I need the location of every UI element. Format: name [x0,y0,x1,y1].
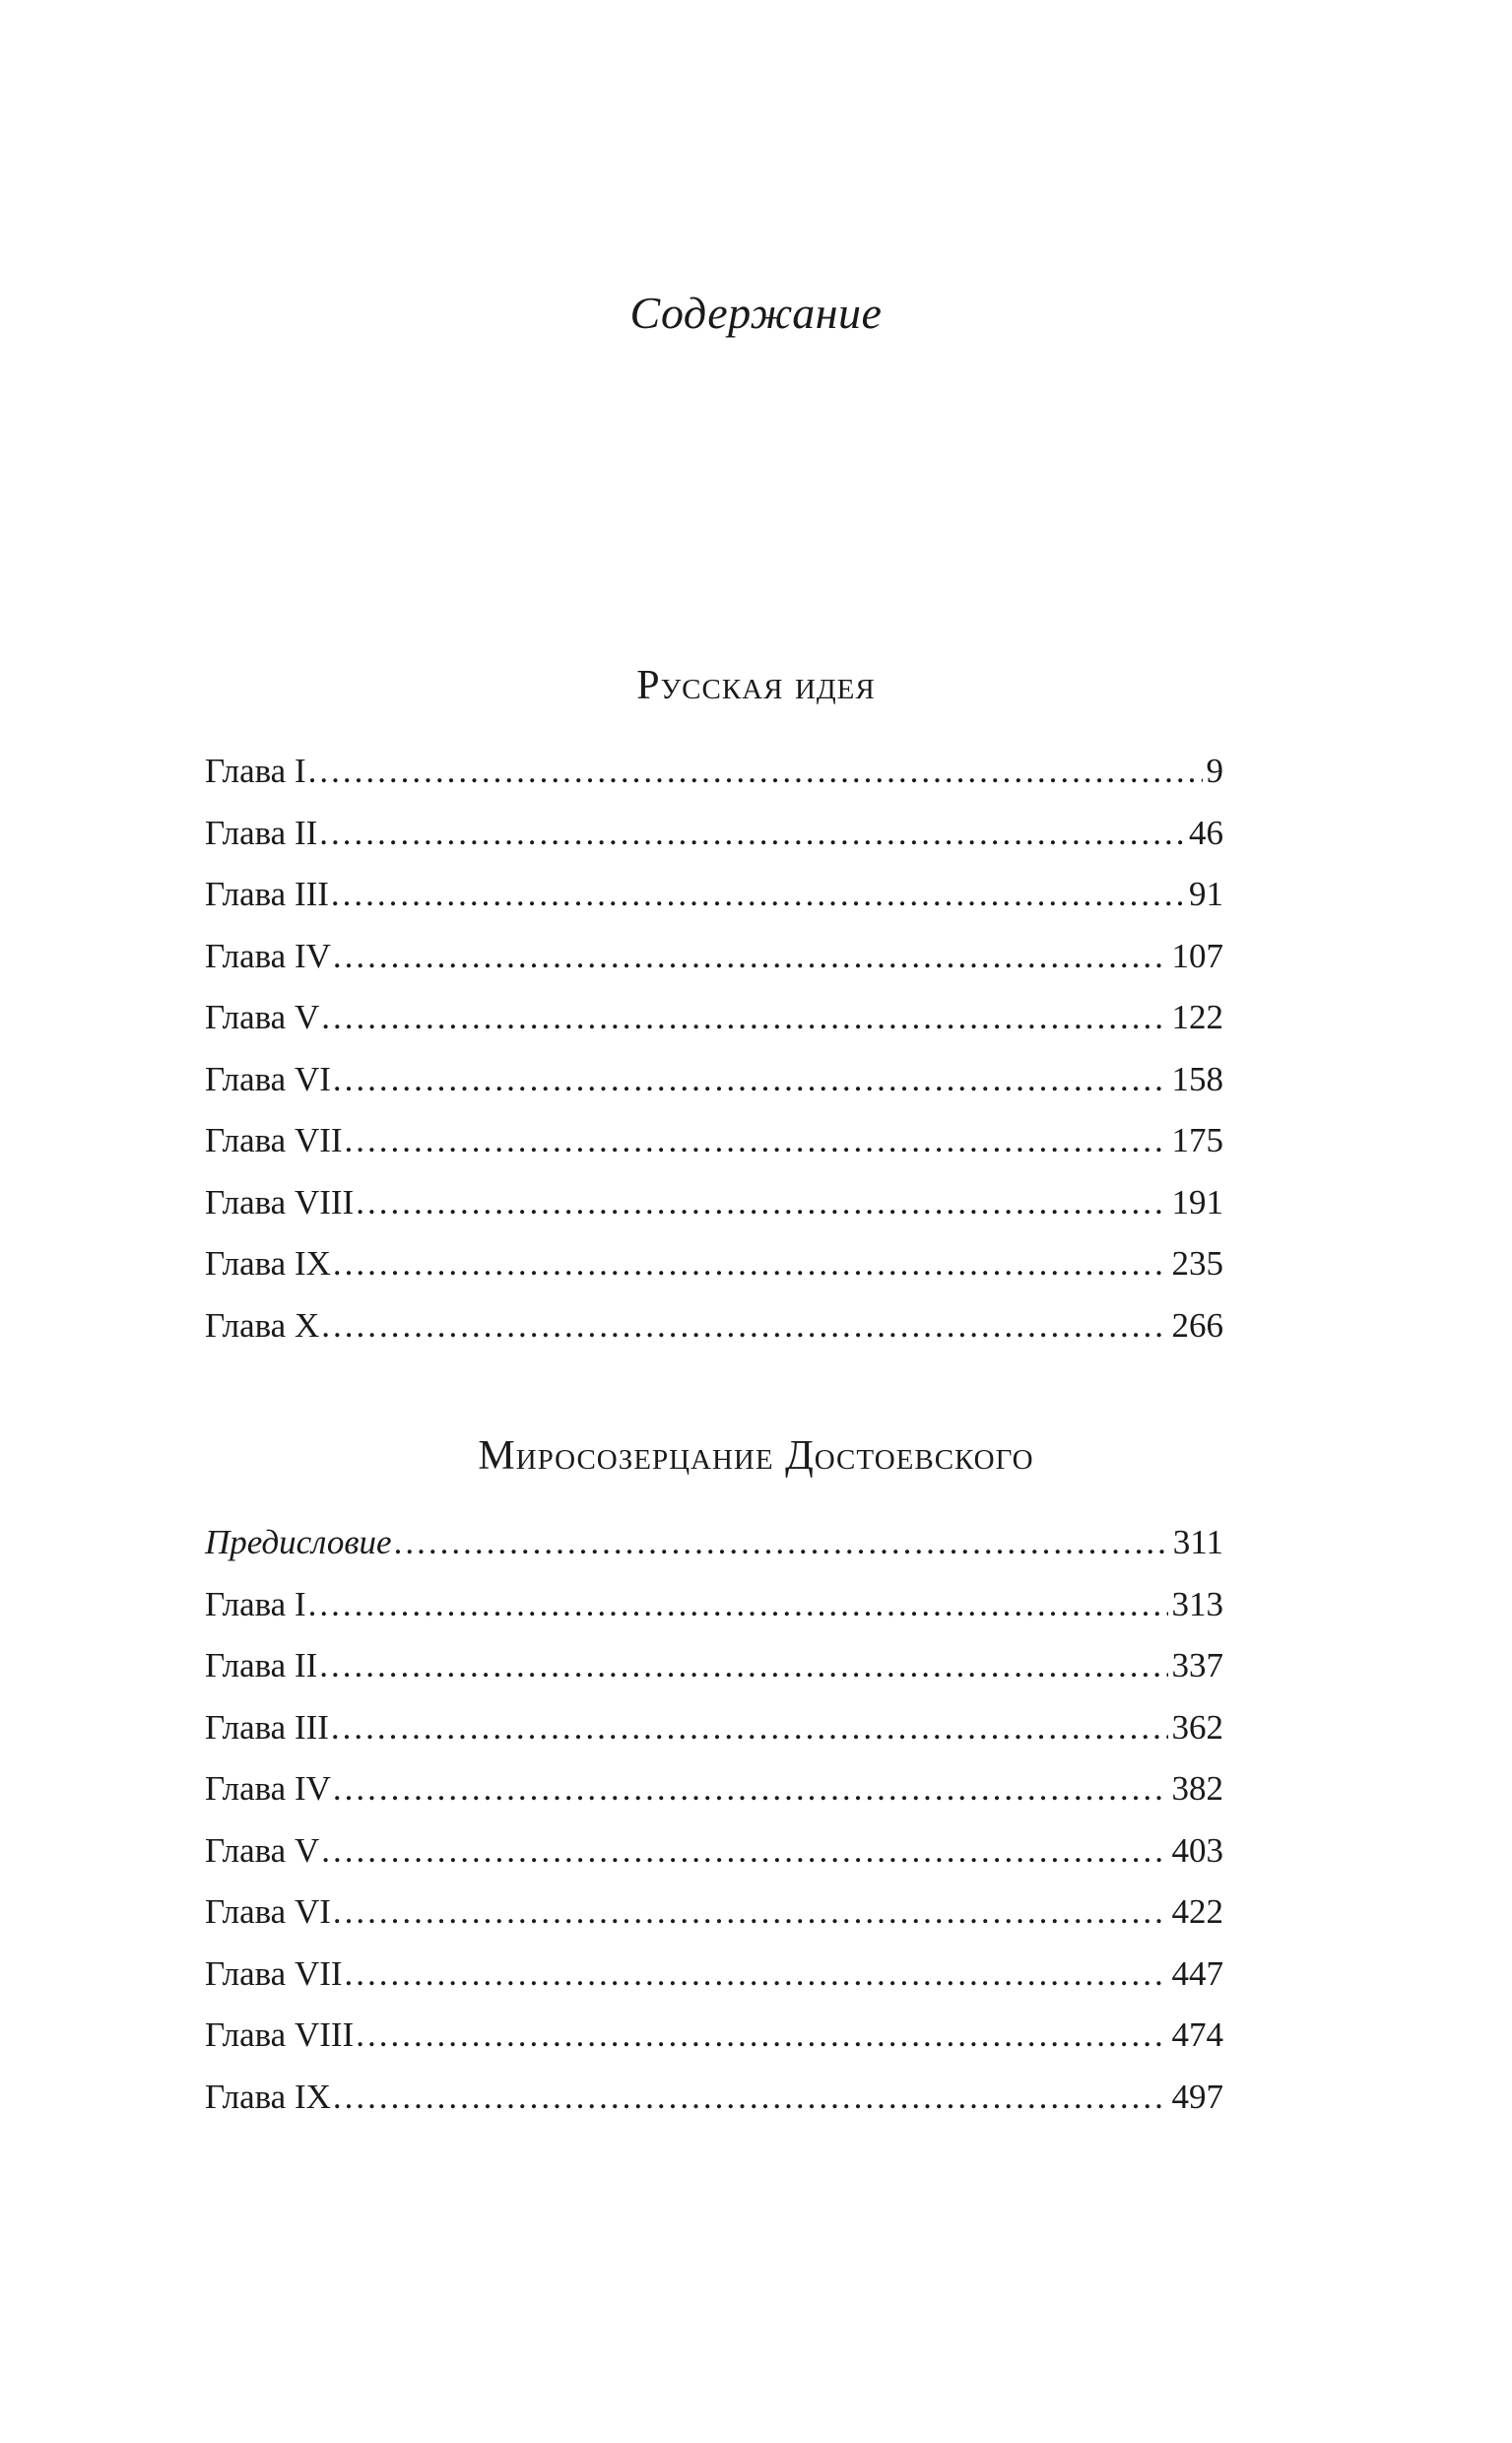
toc-entry-label: Глава VII [205,1953,343,1993]
toc-entry-page: 175 [1171,1121,1223,1159]
toc-entry[interactable] [205,1049,1223,1111]
toc-entry[interactable] [205,1172,1223,1234]
toc-entry-page: 497 [1171,2077,1223,2116]
toc-leader-dots [333,1882,1168,1944]
toc-entry[interactable] [205,987,1223,1049]
toc-leader-dots [321,987,1167,1049]
toc-list-russian-idea [205,741,1223,1356]
toc-leader-dots [308,1574,1168,1636]
toc-entry[interactable] [205,803,1223,865]
toc-entry-page: 266 [1171,1305,1223,1345]
toc-entry-label: Предисловие [205,1523,392,1561]
toc-entry-label: Глава V [205,1830,320,1870]
toc-entry[interactable] [205,1110,1223,1172]
toc-entry-page: 91 [1189,875,1223,913]
toc-entry-page: 191 [1171,1182,1223,1222]
toc-entry-page: 362 [1171,1707,1223,1747]
toc-entry-page: 313 [1171,1584,1223,1623]
toc-entry-label: Глава IV [205,936,331,975]
toc-leader-dots [319,1635,1167,1697]
toc-entry-label: Глава VIII [205,2015,355,2054]
toc-entry-label: Глава VIII [205,1182,355,1222]
toc-list-dostoevsky [205,1512,1223,2128]
toc-entry-label: Глава I [205,1584,306,1623]
toc-entry[interactable] [205,1697,1223,1759]
toc-entry-label: Глава X [205,1305,320,1345]
toc-entry-page: 422 [1171,1892,1223,1931]
toc-leader-dots [345,1944,1168,2006]
section-title-dostoevsky: Миросозерцание Достоевского [478,1433,1034,1479]
toc-entry-label: Глава VI [205,1059,331,1098]
toc-entry-label: Глава III [205,1707,329,1747]
toc-entry-page: 337 [1171,1646,1223,1684]
toc-entry-label: Глава IV [205,1769,331,1808]
toc-entry[interactable] [205,1233,1223,1295]
toc-entry[interactable] [205,864,1223,926]
toc-entry[interactable] [205,1758,1223,1820]
toc-entry-label: Глава IX [205,1244,331,1283]
toc-entry-page: 403 [1171,1830,1223,1870]
toc-entry-page: 107 [1171,936,1223,975]
toc-leader-dots [331,864,1185,926]
toc-entry-label: Глава II [205,1646,318,1684]
toc-entry[interactable] [205,1574,1223,1636]
toc-entry-page: 382 [1171,1769,1223,1808]
toc-entry[interactable] [205,2067,1223,2129]
toc-leader-dots [319,803,1185,865]
toc-entry-page: 158 [1171,1059,1223,1098]
toc-entry-page: 122 [1171,998,1223,1036]
toc-entry[interactable] [205,2005,1223,2067]
toc-leader-dots [333,1049,1168,1111]
toc-entry-label: Глава IX [205,2077,331,2116]
toc-entry-label: Глава I [205,752,306,790]
toc-entry-page: 235 [1171,1244,1223,1283]
toc-entry-page: 311 [1172,1523,1223,1561]
toc-leader-dots [333,926,1168,988]
page-title: Содержание [629,288,883,338]
toc-leader-dots [308,741,1203,803]
toc-entry-label: Глава III [205,875,329,913]
toc-entry-label: Глава VI [205,1892,331,1931]
section-title-russian-idea: Русская идея [636,663,876,708]
toc-leader-dots [356,1172,1167,1234]
toc-leader-dots [333,1758,1168,1820]
toc-entry[interactable] [205,1820,1223,1882]
toc-entry-label: Глава V [205,998,320,1036]
toc-leader-dots [356,2005,1167,2067]
toc-entry[interactable] [205,1512,1223,1574]
toc-entry[interactable] [205,1882,1223,1944]
toc-leader-dots [321,1295,1167,1357]
toc-leader-dots [333,1233,1168,1295]
toc-entry-page: 46 [1189,813,1223,852]
toc-leader-dots [331,1697,1168,1759]
toc-entry-page: 9 [1206,752,1223,790]
toc-leader-dots [333,2067,1168,2129]
toc-entry-page: 447 [1171,1953,1223,1993]
toc-leader-dots [321,1820,1167,1882]
toc-entry[interactable] [205,1295,1223,1357]
toc-entry[interactable] [205,741,1223,803]
toc-leader-dots [345,1110,1168,1172]
toc-entry-page: 474 [1171,2015,1223,2054]
toc-entry[interactable] [205,1944,1223,2006]
toc-entry[interactable] [205,926,1223,988]
toc-leader-dots [394,1512,1169,1574]
toc-entry-label: Глава II [205,813,318,852]
toc-entry[interactable] [205,1635,1223,1697]
toc-entry-label: Глава VII [205,1121,343,1159]
